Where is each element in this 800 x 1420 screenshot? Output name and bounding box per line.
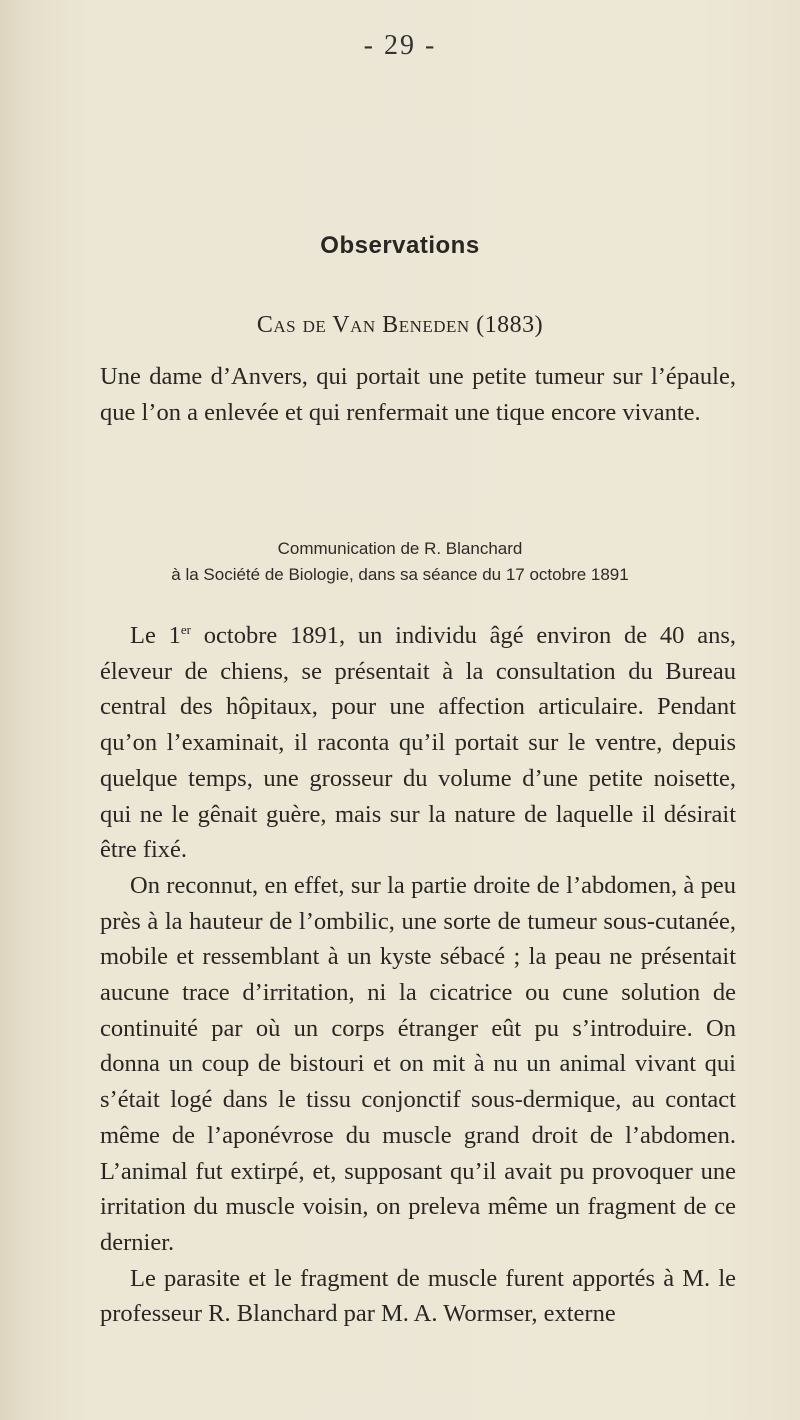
- page-number: - 29 -: [363, 30, 437, 61]
- communication-note: [0, 536, 800, 588]
- paragraph-2: On reconnut, en effet, sur la partie droite de l’abdomen, à peu près à la hauteur de l’ombilic, une sorte de tumeur sous-cutanée, mobile et ressemblant à un kyste sébacé ; la peau ne présentait aucune trace d’irritation, ni la cicatrice ou cune solution de continuité par où un corps étranger eût pu s’introduire. On donna un coup de bistouri et on mit à nu un animal vivant qui s’était logé dans le tissu conjonctif sous-dermique, au contact même de l’aponévrose du muscle grand droit de l’abdomen. L’animal fut extirpé, et, supposant qu’il avait pu provoquer une irritation du muscle voisin, on preleva même un fragment de ce dernier.: [100, 871, 736, 1256]
- communication-venue-line: à la Société de Biologie, dans sa séance du 17 octobre 1891: [171, 565, 629, 584]
- paragraph-1-ordinal: er: [180, 622, 191, 637]
- paragraph-1-day: Le 1: [130, 622, 181, 649]
- paragraph-1: [100, 618, 736, 868]
- body-text: [100, 618, 736, 1332]
- paragraph-1-text: octobre 1891, un individu âgé environ de 40 ans, éleveur de chiens, se présentait à la consultation du Bureau central des hôpitaux, pour une affection articulaire. Pendant qu’on l’examinait, il raconta qu’il portait sur le ventre, depuis quelque temps, une grosseur du volume d’une petite noisette, qui ne le gênait guère, mais sur la nature de laquelle il désirait être fixé.: [100, 622, 736, 864]
- case-title: Cas de Van Beneden (1883): [256, 312, 544, 338]
- section-title: Observations: [320, 232, 480, 259]
- case-summary: Une dame d’Anvers, qui portait une petite tumeur sur l’épaule, que l’on a enlevée et qui renfermait une tique encore vivante.: [100, 363, 736, 426]
- paragraph-3: Le parasite et le fragment de muscle furent apportés à M. le professeur R. Blanchard par M. A. Wormser, externe: [100, 1264, 736, 1328]
- communication-author-line: Communication de R. Blanchard: [277, 539, 523, 558]
